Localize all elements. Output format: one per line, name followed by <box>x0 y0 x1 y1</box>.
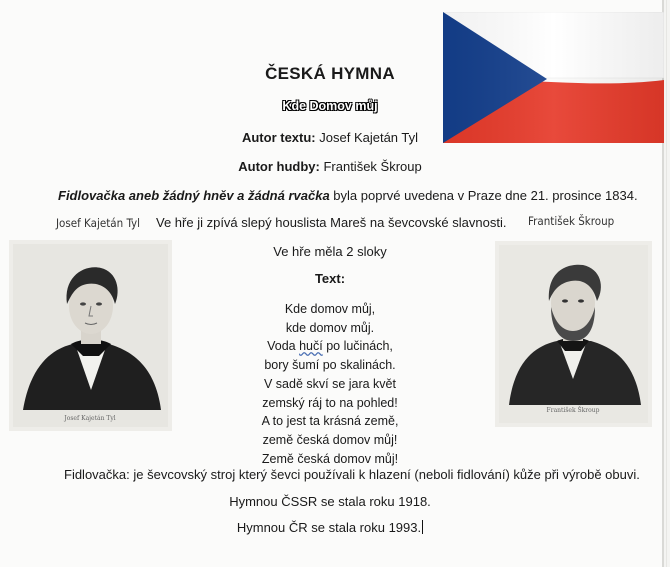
lyrics-line: kde domov můj. <box>285 320 375 335</box>
author-text-value: Josef Kajetán Tyl <box>319 130 419 145</box>
lyrics-line: Voda hučí po lučinách, <box>267 339 393 354</box>
fact-cr-text: Hymnou ČR se stala roku 1993. <box>236 520 422 535</box>
page-title: ČESKÁ HYMNA <box>265 64 395 83</box>
stanzas-note: Ve hře měla 2 sloky <box>273 244 387 259</box>
text-label: Text: <box>314 271 346 286</box>
premiere-text: byla poprvé uvedena v Praze dne 21. prosince 1834. <box>329 188 638 203</box>
author-music-value: František Škroup <box>323 159 422 174</box>
caption-skroup: František Škroup <box>528 214 615 228</box>
fact-cr <box>180 520 480 535</box>
portrait-right-caption: František Škroup <box>546 407 600 414</box>
portrait-tyl-image <box>9 240 172 431</box>
portrait-left-caption: Josef Kajetán Tyl <box>64 415 116 422</box>
spellcheck-word[interactable]: hučí <box>299 339 323 354</box>
premiere-line <box>58 188 638 203</box>
author-text-label: Autor textu: <box>241 130 316 145</box>
portrait-skroup-image <box>495 241 652 427</box>
lyrics <box>200 300 460 468</box>
lyrics-line: A to jest ta krásná země, <box>261 414 399 429</box>
play-note: Ve hře ji zpívá slepý houslista Mareš na ševcovské slavnosti. <box>156 215 507 230</box>
author-music-line <box>180 159 480 174</box>
lyrics-line: zemský ráj to na pohled! <box>262 395 398 410</box>
lyrics-line: země česká domov můj! <box>262 432 398 447</box>
definition-line: Fidlovačka: je ševcovský stroj který ševci používali k hlazení (neboli fidlování) kůže při výrobě obuvi. <box>64 467 640 482</box>
premiere-work-title: Fidlovačka aneb žádný hněv a žádná rvačka <box>58 188 330 203</box>
lyrics-line: V sadě skví se jara květ <box>263 376 396 391</box>
lyrics-line: Kde domov můj, <box>284 302 376 316</box>
lyrics-line: Země česká domov můj! <box>261 451 399 466</box>
page-subtitle: Kde Domov můj <box>282 99 378 113</box>
fact-cssr: Hymnou ČSSR se stala roku 1918. <box>229 494 431 509</box>
author-music-label: Autor hudby: <box>238 159 320 174</box>
page-edge-shadow <box>666 0 667 567</box>
caption-tyl: Josef Kajetán Tyl <box>56 216 140 230</box>
lyrics-line: bory šumí po skalinách. <box>264 358 396 373</box>
author-text-line <box>180 130 480 145</box>
czech-flag-image <box>443 12 664 143</box>
text-cursor <box>422 520 423 534</box>
